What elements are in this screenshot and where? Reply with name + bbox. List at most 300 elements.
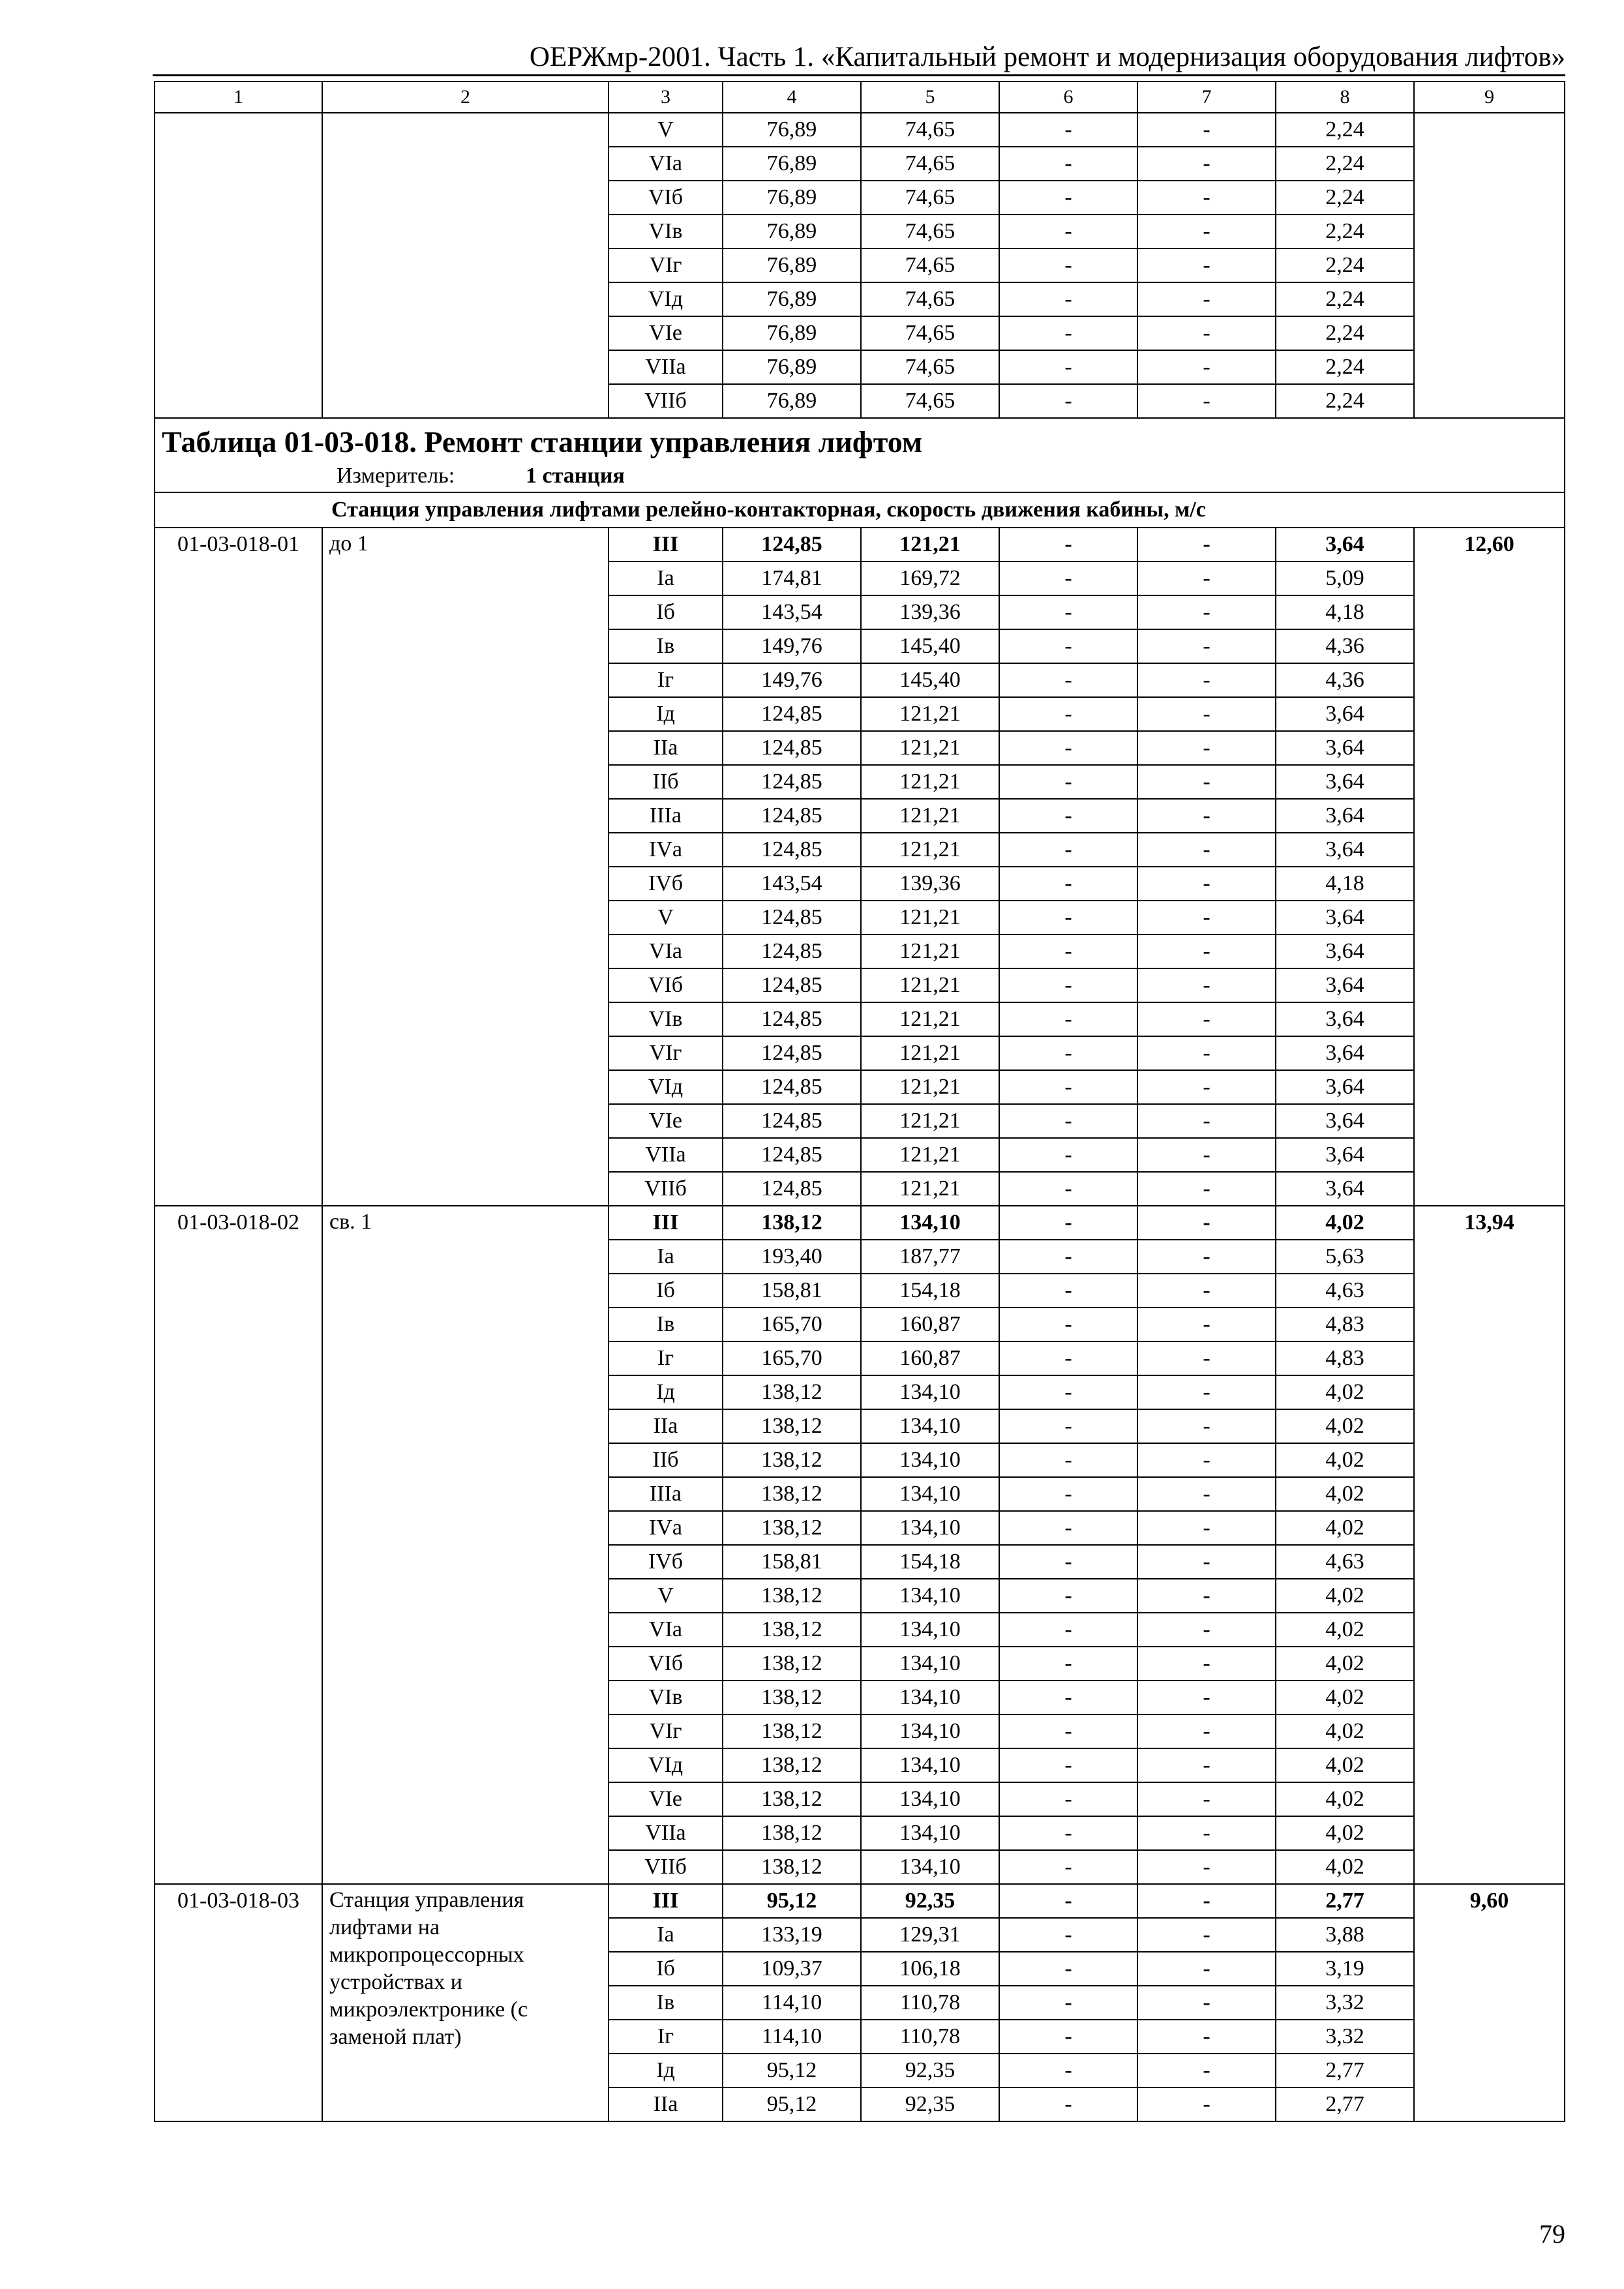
value-cell: 138,12 (723, 1579, 861, 1613)
value-cell: 4,02 (1276, 1511, 1414, 1545)
value-cell: - (999, 1986, 1137, 2020)
value-cell: 121,21 (861, 1002, 999, 1036)
value-cell: - (1137, 1850, 1276, 1884)
value-cell: 2,24 (1276, 316, 1414, 350)
value-cell: 2,24 (1276, 384, 1414, 418)
value-cell: IIа (609, 2087, 723, 2121)
value-cell: 4,02 (1276, 1816, 1414, 1850)
value-cell: - (999, 1104, 1137, 1138)
value-cell: VIд (609, 1748, 723, 1782)
value-cell: IIа (609, 731, 723, 765)
value-cell: 121,21 (861, 1036, 999, 1070)
value-cell: 138,12 (723, 1375, 861, 1409)
value-cell: 95,12 (723, 1884, 861, 1918)
value-cell: 158,81 (723, 1274, 861, 1308)
value-cell: - (999, 1477, 1137, 1511)
column-number: 9 (1414, 82, 1565, 113)
value-cell: 138,12 (723, 1409, 861, 1443)
value-cell: Iа (609, 1240, 723, 1274)
value-cell: VIе (609, 1104, 723, 1138)
value-cell: III (609, 1206, 723, 1240)
value-cell: - (1137, 215, 1276, 248)
value-cell: - (1137, 935, 1276, 968)
value-cell: 3,32 (1276, 1986, 1414, 2020)
value-cell: - (999, 1070, 1137, 1104)
value-cell: 95,12 (723, 2087, 861, 2121)
value-cell: - (1137, 799, 1276, 833)
value-cell: VIб (609, 181, 723, 215)
value-cell: 138,12 (723, 1206, 861, 1240)
value-cell: VIд (609, 282, 723, 316)
value-cell: - (999, 1850, 1137, 1884)
value-cell: - (1137, 1986, 1276, 2020)
value-cell: 4,18 (1276, 867, 1414, 901)
value-cell: 114,10 (723, 2020, 861, 2054)
value-cell: 134,10 (861, 1681, 999, 1714)
value-cell: 4,02 (1276, 1613, 1414, 1647)
value-cell: - (999, 1206, 1137, 1240)
value-cell: 4,02 (1276, 1375, 1414, 1409)
column-number-row (155, 82, 1565, 113)
value-cell: - (999, 1952, 1137, 1986)
value-cell: 121,21 (861, 697, 999, 731)
value-cell: 145,40 (861, 629, 999, 663)
value-cell: VIг (609, 248, 723, 282)
value-cell: VIе (609, 316, 723, 350)
code-cell (155, 113, 322, 418)
value-cell: 76,89 (723, 282, 861, 316)
value-cell: 158,81 (723, 1545, 861, 1579)
value-cell: - (1137, 1647, 1276, 1681)
value-cell: - (999, 1002, 1137, 1036)
value-cell: 124,85 (723, 528, 861, 561)
value-cell: 4,83 (1276, 1308, 1414, 1341)
value-cell: - (1137, 968, 1276, 1002)
value-cell: - (999, 2054, 1137, 2087)
value-cell: 5,63 (1276, 1240, 1414, 1274)
item-code: 01-03-018-01 (155, 528, 322, 1206)
value-cell: - (999, 901, 1137, 935)
value-cell: 74,65 (861, 147, 999, 181)
value-cell: 2,77 (1276, 2087, 1414, 2121)
table-row (155, 1206, 1565, 1240)
value-cell: 121,21 (861, 799, 999, 833)
column-number: 5 (861, 82, 999, 113)
value-cell: 134,10 (861, 1816, 999, 1850)
value-cell: - (999, 350, 1137, 384)
value-cell: Iб (609, 595, 723, 629)
name-cell (322, 113, 609, 418)
value-cell: VIв (609, 215, 723, 248)
value-cell: Iв (609, 629, 723, 663)
value-cell: 74,65 (861, 113, 999, 147)
value-cell: 4,63 (1276, 1274, 1414, 1308)
value-cell: - (1137, 1545, 1276, 1579)
value-cell: 154,18 (861, 1545, 999, 1579)
table-title-cell (155, 418, 1565, 492)
measure-label: Измеритель: (337, 464, 455, 488)
value-cell: 169,72 (861, 561, 999, 595)
item-name: до 1 (322, 528, 609, 1206)
value-cell: VIг (609, 1714, 723, 1748)
value-cell: Iг (609, 663, 723, 697)
value-cell: 143,54 (723, 867, 861, 901)
value-cell: 124,85 (723, 731, 861, 765)
value-cell: 3,64 (1276, 1070, 1414, 1104)
value-cell: VIб (609, 968, 723, 1002)
value-cell: 3,64 (1276, 935, 1414, 968)
value-cell: 124,85 (723, 1036, 861, 1070)
value-cell: - (999, 1613, 1137, 1647)
value-cell: 76,89 (723, 384, 861, 418)
value-cell: - (1137, 595, 1276, 629)
value-cell: 139,36 (861, 867, 999, 901)
value-cell: 109,37 (723, 1952, 861, 1986)
value-cell: - (999, 1647, 1137, 1681)
value-cell: - (999, 731, 1137, 765)
value-cell: 4,02 (1276, 1714, 1414, 1748)
value-cell: 124,85 (723, 968, 861, 1002)
value-cell: - (1137, 1714, 1276, 1748)
value-cell: 2,24 (1276, 113, 1414, 147)
value-cell: VIд (609, 1070, 723, 1104)
value-cell: Iв (609, 1308, 723, 1341)
value-cell: - (999, 663, 1137, 697)
running-header: ОЕРЖмр-2001. Часть 1. «Капитальный ремонт и модернизация оборудования лифтов» (529, 42, 1565, 72)
value-cell: - (999, 1579, 1137, 1613)
value-cell: 174,81 (723, 561, 861, 595)
value-cell: VIIа (609, 1138, 723, 1172)
value-cell: VIIа (609, 1816, 723, 1850)
value-cell: 133,19 (723, 1918, 861, 1952)
column-number: 7 (1137, 82, 1276, 113)
value-cell: 4,02 (1276, 1748, 1414, 1782)
value-cell: - (1137, 1104, 1276, 1138)
value-cell: 124,85 (723, 935, 861, 968)
value-cell: 2,24 (1276, 181, 1414, 215)
value-cell: 110,78 (861, 1986, 999, 2020)
value-cell: 124,85 (723, 765, 861, 799)
value-cell: 114,10 (723, 1986, 861, 2020)
value-cell: IIа (609, 1409, 723, 1443)
value-cell: 160,87 (861, 1341, 999, 1375)
item-name: св. 1 (322, 1206, 609, 1884)
measure-line (162, 462, 1555, 490)
value-cell: 124,85 (723, 1172, 861, 1206)
value-cell: 121,21 (861, 1104, 999, 1138)
value-cell: Iд (609, 2054, 723, 2087)
value-cell: 92,35 (861, 2054, 999, 2087)
value-cell: VIIа (609, 350, 723, 384)
value-cell: - (999, 867, 1137, 901)
value-cell: - (999, 1274, 1137, 1308)
value-cell: - (999, 215, 1137, 248)
value-cell: 187,77 (861, 1240, 999, 1274)
value-cell: IVа (609, 833, 723, 867)
value-cell: - (1137, 2020, 1276, 2054)
value-cell: - (1137, 1274, 1276, 1308)
value-cell: 4,02 (1276, 1443, 1414, 1477)
table-row (155, 113, 1565, 147)
column-number: 3 (609, 82, 723, 113)
value-cell: 3,32 (1276, 2020, 1414, 2054)
table-body (155, 82, 1565, 2121)
value-cell: 134,10 (861, 1748, 999, 1782)
value-cell: - (1137, 2054, 1276, 2087)
value-cell: 121,21 (861, 1138, 999, 1172)
value-cell: 143,54 (723, 595, 861, 629)
value-cell: VIа (609, 935, 723, 968)
value-cell: 4,63 (1276, 1545, 1414, 1579)
value-cell: 138,12 (723, 1647, 861, 1681)
value-cell: - (1137, 867, 1276, 901)
value-cell: - (999, 765, 1137, 799)
value-cell: - (999, 1375, 1137, 1409)
value-cell: Iа (609, 1918, 723, 1952)
value-cell: 3,64 (1276, 1104, 1414, 1138)
value-cell: - (999, 1443, 1137, 1477)
value-cell: - (999, 935, 1137, 968)
value-cell: - (999, 113, 1137, 147)
value-cell: - (1137, 1341, 1276, 1375)
column-number: 2 (322, 82, 609, 113)
value-cell: 3,88 (1276, 1918, 1414, 1952)
value-cell: 121,21 (861, 968, 999, 1002)
value-cell: - (1137, 1375, 1276, 1409)
value-cell: 2,77 (1276, 1884, 1414, 1918)
value-cell: 110,78 (861, 2020, 999, 2054)
value-cell: - (1137, 384, 1276, 418)
total-cell (1414, 113, 1565, 418)
value-cell: 129,31 (861, 1918, 999, 1952)
value-cell: - (1137, 1477, 1276, 1511)
value-cell: 134,10 (861, 1511, 999, 1545)
value-cell: 76,89 (723, 181, 861, 215)
table-title: Таблица 01-03-018. Ремонт станции управления лифтом (162, 425, 923, 458)
value-cell: 4,02 (1276, 1579, 1414, 1613)
measure-value: 1 станция (526, 464, 625, 488)
value-cell: III (609, 528, 723, 561)
value-cell: 76,89 (723, 113, 861, 147)
value-cell: IVб (609, 1545, 723, 1579)
value-cell: - (1137, 316, 1276, 350)
value-cell: 145,40 (861, 663, 999, 697)
value-cell: - (1137, 1952, 1276, 1986)
value-cell: 4,02 (1276, 1409, 1414, 1443)
value-cell: Iа (609, 561, 723, 595)
value-cell: 3,64 (1276, 901, 1414, 935)
value-cell: - (1137, 1138, 1276, 1172)
value-cell: VIг (609, 1036, 723, 1070)
value-cell: - (999, 595, 1137, 629)
value-cell: 92,35 (861, 2087, 999, 2121)
value-cell: 134,10 (861, 1477, 999, 1511)
value-cell: Iв (609, 1986, 723, 2020)
value-cell: 92,35 (861, 1884, 999, 1918)
value-cell: 76,89 (723, 215, 861, 248)
value-cell: 121,21 (861, 901, 999, 935)
value-cell: 106,18 (861, 1952, 999, 1986)
value-cell: 149,76 (723, 629, 861, 663)
value-cell: - (999, 629, 1137, 663)
value-cell: - (1137, 2087, 1276, 2121)
value-cell: - (1137, 663, 1276, 697)
value-cell: - (999, 1036, 1137, 1070)
value-cell: 4,83 (1276, 1341, 1414, 1375)
value-cell: Iд (609, 697, 723, 731)
value-cell: 3,64 (1276, 1138, 1414, 1172)
value-cell: 149,76 (723, 663, 861, 697)
value-cell: 138,12 (723, 1511, 861, 1545)
value-cell: VIб (609, 1647, 723, 1681)
value-cell: 4,02 (1276, 1647, 1414, 1681)
value-cell: 2,24 (1276, 147, 1414, 181)
value-cell: - (1137, 1036, 1276, 1070)
value-cell: - (999, 833, 1137, 867)
value-cell: 134,10 (861, 1647, 999, 1681)
value-cell: - (999, 248, 1137, 282)
value-cell: IIIа (609, 1477, 723, 1511)
value-cell: - (1137, 1782, 1276, 1816)
value-cell: 121,21 (861, 731, 999, 765)
value-cell: - (1137, 833, 1276, 867)
value-cell: 138,12 (723, 1748, 861, 1782)
value-cell: 121,21 (861, 765, 999, 799)
value-cell: 124,85 (723, 833, 861, 867)
value-cell: - (1137, 1918, 1276, 1952)
value-cell: - (999, 1409, 1137, 1443)
value-cell: - (999, 316, 1137, 350)
value-cell: 134,10 (861, 1375, 999, 1409)
value-cell: 138,12 (723, 1681, 861, 1714)
value-cell: - (999, 1884, 1137, 1918)
value-cell: VIв (609, 1681, 723, 1714)
value-cell: 3,64 (1276, 731, 1414, 765)
value-cell: VIIб (609, 384, 723, 418)
table-title-row (155, 418, 1565, 492)
header-rule (153, 74, 1565, 76)
value-cell: 165,70 (723, 1341, 861, 1375)
value-cell: - (999, 1172, 1137, 1206)
value-cell: - (1137, 629, 1276, 663)
value-cell: 76,89 (723, 316, 861, 350)
item-total: 9,60 (1414, 1884, 1565, 2121)
value-cell: 124,85 (723, 1070, 861, 1104)
value-cell: - (999, 561, 1137, 595)
value-cell: VIа (609, 1613, 723, 1647)
value-cell: 95,12 (723, 2054, 861, 2087)
value-cell: 4,02 (1276, 1681, 1414, 1714)
value-cell: 160,87 (861, 1308, 999, 1341)
value-cell: - (999, 1816, 1137, 1850)
value-cell: 134,10 (861, 1409, 999, 1443)
value-cell: III (609, 1884, 723, 1918)
value-cell: - (999, 1545, 1137, 1579)
value-cell: 138,12 (723, 1782, 861, 1816)
value-cell: - (1137, 1070, 1276, 1104)
value-cell: - (999, 282, 1137, 316)
value-cell: 2,24 (1276, 350, 1414, 384)
value-cell: - (1137, 765, 1276, 799)
value-cell: 124,85 (723, 1104, 861, 1138)
value-cell: - (1137, 1579, 1276, 1613)
value-cell: 2,24 (1276, 282, 1414, 316)
value-cell: - (1137, 1240, 1276, 1274)
value-cell: - (1137, 1748, 1276, 1782)
value-cell: 134,10 (861, 1206, 999, 1240)
table-row (155, 1884, 1565, 1918)
value-cell: 74,65 (861, 181, 999, 215)
value-cell: VIе (609, 1782, 723, 1816)
value-cell: - (999, 1138, 1137, 1172)
item-code: 01-03-018-02 (155, 1206, 322, 1884)
value-cell: 2,24 (1276, 215, 1414, 248)
value-cell: 5,09 (1276, 561, 1414, 595)
value-cell: - (999, 1782, 1137, 1816)
value-cell: - (999, 1240, 1137, 1274)
value-cell: 124,85 (723, 1138, 861, 1172)
value-cell: 124,85 (723, 901, 861, 935)
table-row (155, 528, 1565, 561)
section-heading: Станция управления лифтами релейно-контакторная, скорость движения кабины, м/с (155, 492, 1565, 528)
value-cell: Iб (609, 1274, 723, 1308)
value-cell: 2,24 (1276, 248, 1414, 282)
value-cell: 3,64 (1276, 697, 1414, 731)
value-cell: 121,21 (861, 935, 999, 968)
value-cell: - (1137, 1884, 1276, 1918)
value-cell: 3,64 (1276, 833, 1414, 867)
item-code: 01-03-018-03 (155, 1884, 322, 2121)
value-cell: VIа (609, 147, 723, 181)
value-cell: V (609, 901, 723, 935)
value-cell: - (1137, 1308, 1276, 1341)
value-cell: 4,36 (1276, 663, 1414, 697)
value-cell: - (999, 968, 1137, 1002)
value-cell: 3,19 (1276, 1952, 1414, 1986)
value-cell: - (1137, 181, 1276, 215)
item-total: 13,94 (1414, 1206, 1565, 1884)
value-cell: - (1137, 1816, 1276, 1850)
value-cell: 138,12 (723, 1443, 861, 1477)
column-number: 4 (723, 82, 861, 113)
value-cell: VIв (609, 1002, 723, 1036)
value-cell: - (999, 2020, 1137, 2054)
value-cell: - (1137, 1511, 1276, 1545)
value-cell: 124,85 (723, 799, 861, 833)
value-cell: 74,65 (861, 384, 999, 418)
page-number: 79 (1539, 2219, 1565, 2249)
value-cell: - (1137, 901, 1276, 935)
value-cell: - (999, 528, 1137, 561)
value-cell: - (999, 1511, 1137, 1545)
item-total: 12,60 (1414, 528, 1565, 1206)
value-cell: - (999, 799, 1137, 833)
value-cell: - (999, 384, 1137, 418)
value-cell: 74,65 (861, 350, 999, 384)
value-cell: - (1137, 350, 1276, 384)
value-cell: 3,64 (1276, 528, 1414, 561)
value-cell: 134,10 (861, 1782, 999, 1816)
value-cell: - (1137, 1613, 1276, 1647)
value-cell: 4,02 (1276, 1206, 1414, 1240)
value-cell: IVб (609, 867, 723, 901)
value-cell: - (1137, 113, 1276, 147)
value-cell: 4,18 (1276, 595, 1414, 629)
value-cell: - (1137, 1443, 1276, 1477)
value-cell: - (1137, 1409, 1276, 1443)
value-cell: 76,89 (723, 350, 861, 384)
value-cell: - (999, 181, 1137, 215)
